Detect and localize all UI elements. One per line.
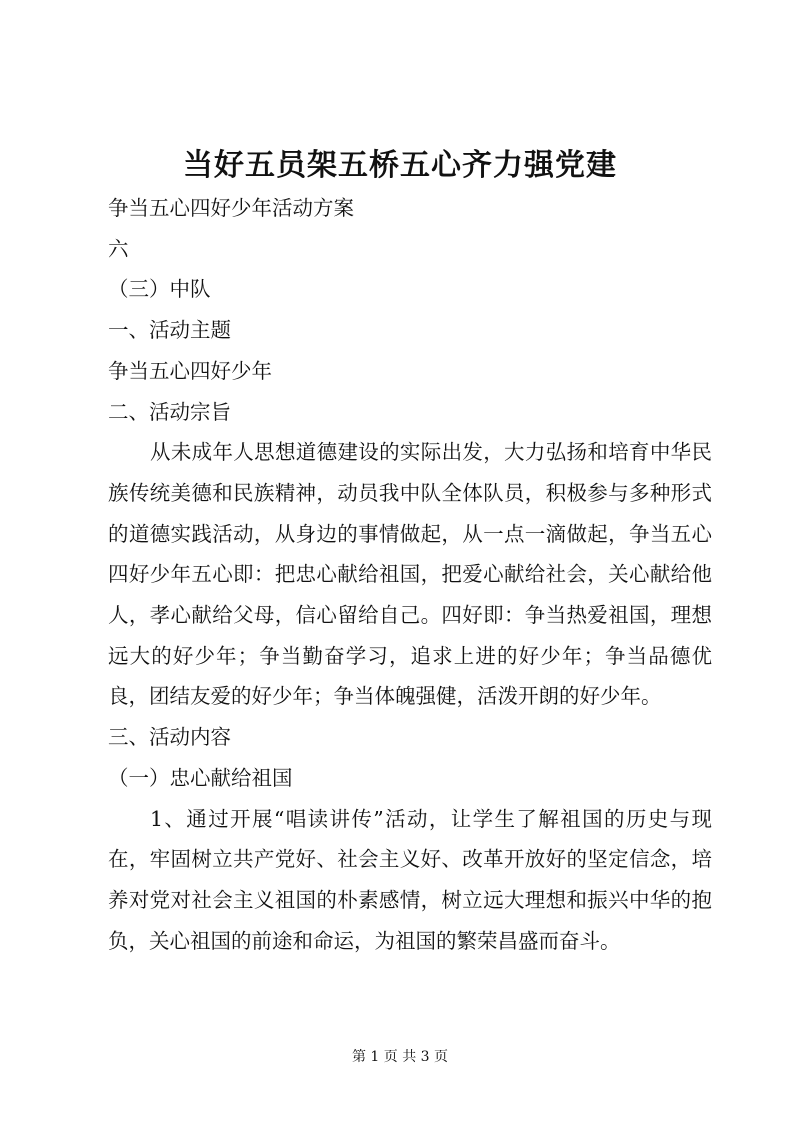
heading-activity-theme: 一、活动主题 — [108, 318, 231, 343]
sub-heading-loyalty: （一）忠心献给祖国 — [108, 765, 293, 790]
document-title: 当好五员架五桥五心齐力强党建 — [183, 148, 617, 183]
theme-text: 争当五心四好少年 — [108, 358, 272, 383]
section-company: （三）中队 — [108, 277, 211, 302]
heading-activity-content: 三、活动内容 — [108, 725, 231, 750]
numeral-line: 六 — [108, 236, 129, 261]
document-subtitle: 争当五心四好少年活动方案 — [108, 196, 354, 220]
document-body — [108, 188, 712, 961]
purpose-paragraph: 从未成年人思想道德建设的实际出发，大力弘扬和培育中华民族传统美德和民族精神，动员我中队全体队员，积极参与多种形式的道德实践活动，从身边的事情做起，从一点一滴做起，争当五心四好少年五心即：把忠心献给祖国，把爱心献给社会，关心献给他人，孝心献给父母，信心留给自己。四好即：争当热爱祖国，理想远大的好少年；争当勤奋学习，追求上进的好少年；争当品德优良，团结友爱的好少年；争当体魄强健，活泼开朗的好少年。 — [108, 440, 712, 709]
item-1-paragraph: 1、通过开展“唱读讲传”活动，让学生了解祖国的历史与现在，牢固树立共产党好、社会主义好、改革开放好的坚定信念，培养对党对社会主义祖国的朴素感情，树立远大理想和振兴中华的抱负，关心祖国的前途和命运，为祖国的繁荣昌盛而奋斗。 — [108, 806, 712, 953]
heading-activity-purpose: 二、活动宗旨 — [108, 399, 231, 424]
page-footer: 第 1 页 共 3 页 — [351, 1049, 449, 1065]
